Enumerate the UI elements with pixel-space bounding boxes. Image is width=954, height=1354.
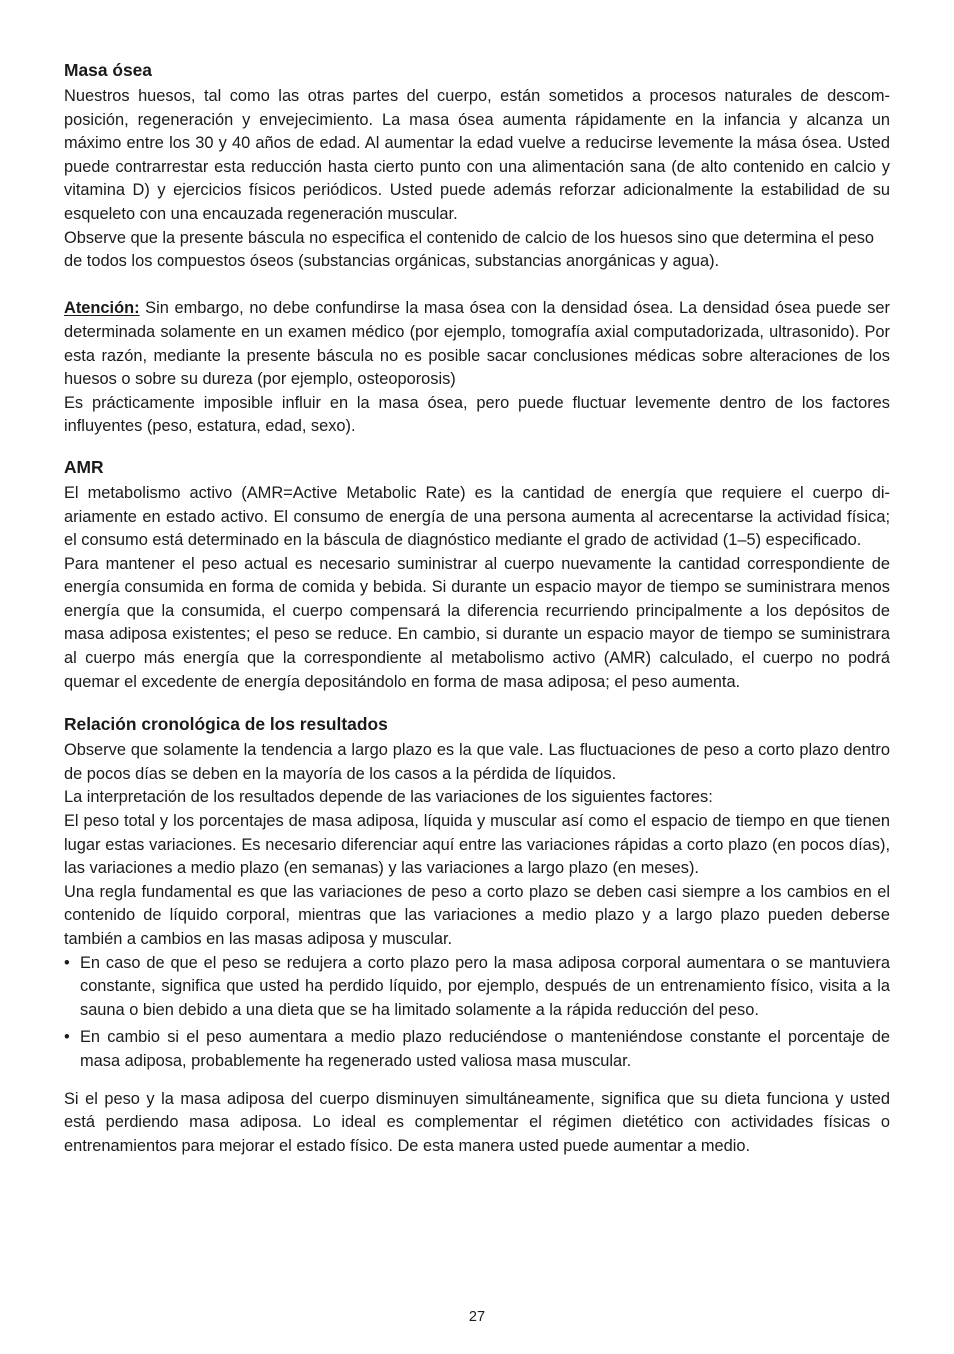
paragraph-relacion-1: Observe que solamente la tendencia a largo plazo es la que vale. Las fluctuaciones de peso a corto plazo dentro de pocos días se deben en la mayoría de los casos a la pérdida de líquidos. — [64, 741, 890, 783]
bullet-list — [64, 952, 890, 1074]
attention-label: Atención: — [64, 299, 140, 318]
paragraph-masa-osea-3: Es prácticamente imposible influir en la masa ósea, pero puede fluctuar levemente dentro de los factores influyentes (peso, estatura, edad, sexo). — [64, 393, 890, 436]
paragraph-relacion-3: El peso total y los porcentajes de masa adiposa, líquida y muscular así como el espacio de tiempo en que tienen lugar estas variaciones. Es necesario diferenciar aquí entre las variaciones rápidas a corto plazo (en pocos días), las variaciones a medio plazo (en semanas) y las variaciones a largo plazo (en meses). — [64, 812, 890, 878]
paragraph-closing: Si el peso y la masa adiposa del cuerpo disminuyen simultáneamente, significa que su dieta funciona y usted está perdiendo masa adiposa. Lo ideal es complementar el régimen dietético con actividades físicas o entrenamientos para mejorar el estado físico. De esta manera usted puede aumentar a medio. — [64, 1089, 890, 1155]
paragraph-relacion-4: Una regla fundamental es que las variaciones de peso a corto plazo se deben casi siempre a los cambios en el contenido de líquido corporal, mientras que las variaciones a medio plazo y a largo plazo pueden deberse también a cambios en las masas adiposa y muscular. — [64, 882, 890, 948]
paragraph-relacion-2: La interpretación de los resultados depende de las variaciones de los siguientes factores: — [64, 788, 713, 807]
heading-amr: AMR — [64, 456, 104, 477]
paragraph-spacer — [64, 274, 890, 298]
list-item-text: En caso de que el peso se redujera a corto plazo pero la masa adiposa corporal aumentara o se mantuviera constante, significa que usted ha perdido líquido, por ejemplo, después de un entrenamiento físico, visita a la sauna o bien debido a una dieta que se ha limitado solamente a la rápida reducción del peso. — [80, 953, 890, 1019]
bullet-icon: • — [64, 1028, 70, 1047]
attention-text: Sin embargo, no debe confundirse la masa ósea con la densidad ósea. La densidad ósea puede ser determinada solamente en un examen médico (por ejemplo, tomografía axial computadorizada, ultrasonido). Por esta razón, mediante la presente báscula no es posible sacar conclusiones médicas sobre alteraciones de los huesos o sobre su dureza (por ejemplo, osteoporosis) — [64, 299, 890, 389]
bullet-icon: • — [64, 953, 70, 972]
heading-relacion-cronologica: Relación cronológica de los resultados — [64, 714, 388, 735]
heading-masa-osea: Masa ósea — [64, 60, 152, 80]
paragraph-masa-osea-1: Nuestros huesos, tal como las otras partes del cuerpo, están sometidos a procesos naturales de descomposición, regeneración y envejecimiento. La masa ósea aumenta rápidamente en la infancia y alcanza un máximo entre los 30 y 40 años de edad. Al aumentar la edad vuelve a reducirse levemente la mása ósea. Usted puede contrarrestar esta reducción hasta cierto punto con una alimentación sana (de alto contenido en calcio y vitamina D) y ejercicios físicos periódicos. Usted puede además reforzar adicionalmente la estabilidad de su esqueleto con una encauzada regeneración muscular. — [64, 87, 890, 223]
list-item — [64, 1026, 890, 1073]
paragraph-masa-osea-2: Observe que la presente báscula no especifica el contenido de calcio de los huesos sino que determina el peso de todos los compuestos óseos (substancias orgánicas, substancias anorgánicas y agua). — [64, 228, 875, 271]
paragraph-amr-1: El metabolismo activo (AMR=Active Metabolic Rate) es la cantidad de energía que requiere el cuerpo diariamente en estado activo. El consumo de energía de una persona aumenta al acrecentarse la actividad física; el consumo está determinado en la báscula de diagnóstico mediante el grado de actividad (1–5) especificado. — [64, 483, 890, 550]
attention-paragraph — [64, 297, 890, 391]
page-number: 27 — [468, 1309, 486, 1325]
document-page — [64, 58, 890, 1158]
list-item-text: En cambio si el peso aumentara a medio plazo reduciéndose o manteniéndose constante el porcentaje de masa adiposa, probablemente ha regenerado usted valiosa masa muscular. — [80, 1028, 890, 1070]
paragraph-amr-2: Para mantener el peso actual es necesario suministrar al cuerpo nuevamente la cantidad correspondiente de energía consumida en forma de comida y bebida. Si durante un espacio mayor de tiempo se suministrara menos energía que la consumida, el cuerpo compensará la diferencia recurriendo principalmente a los depósitos de masa adiposa existentes; el peso se reduce. En cambio, si durante un espacio mayor de tiempo se suministrara al cuerpo más energía que la correspondiente al metabolismo activo (AMR) calculado, el cuerpo no podrá quemar el excedente de energía depositándolo en forma de masa adiposa; el peso aumenta. — [64, 554, 890, 691]
list-item — [64, 952, 890, 1023]
